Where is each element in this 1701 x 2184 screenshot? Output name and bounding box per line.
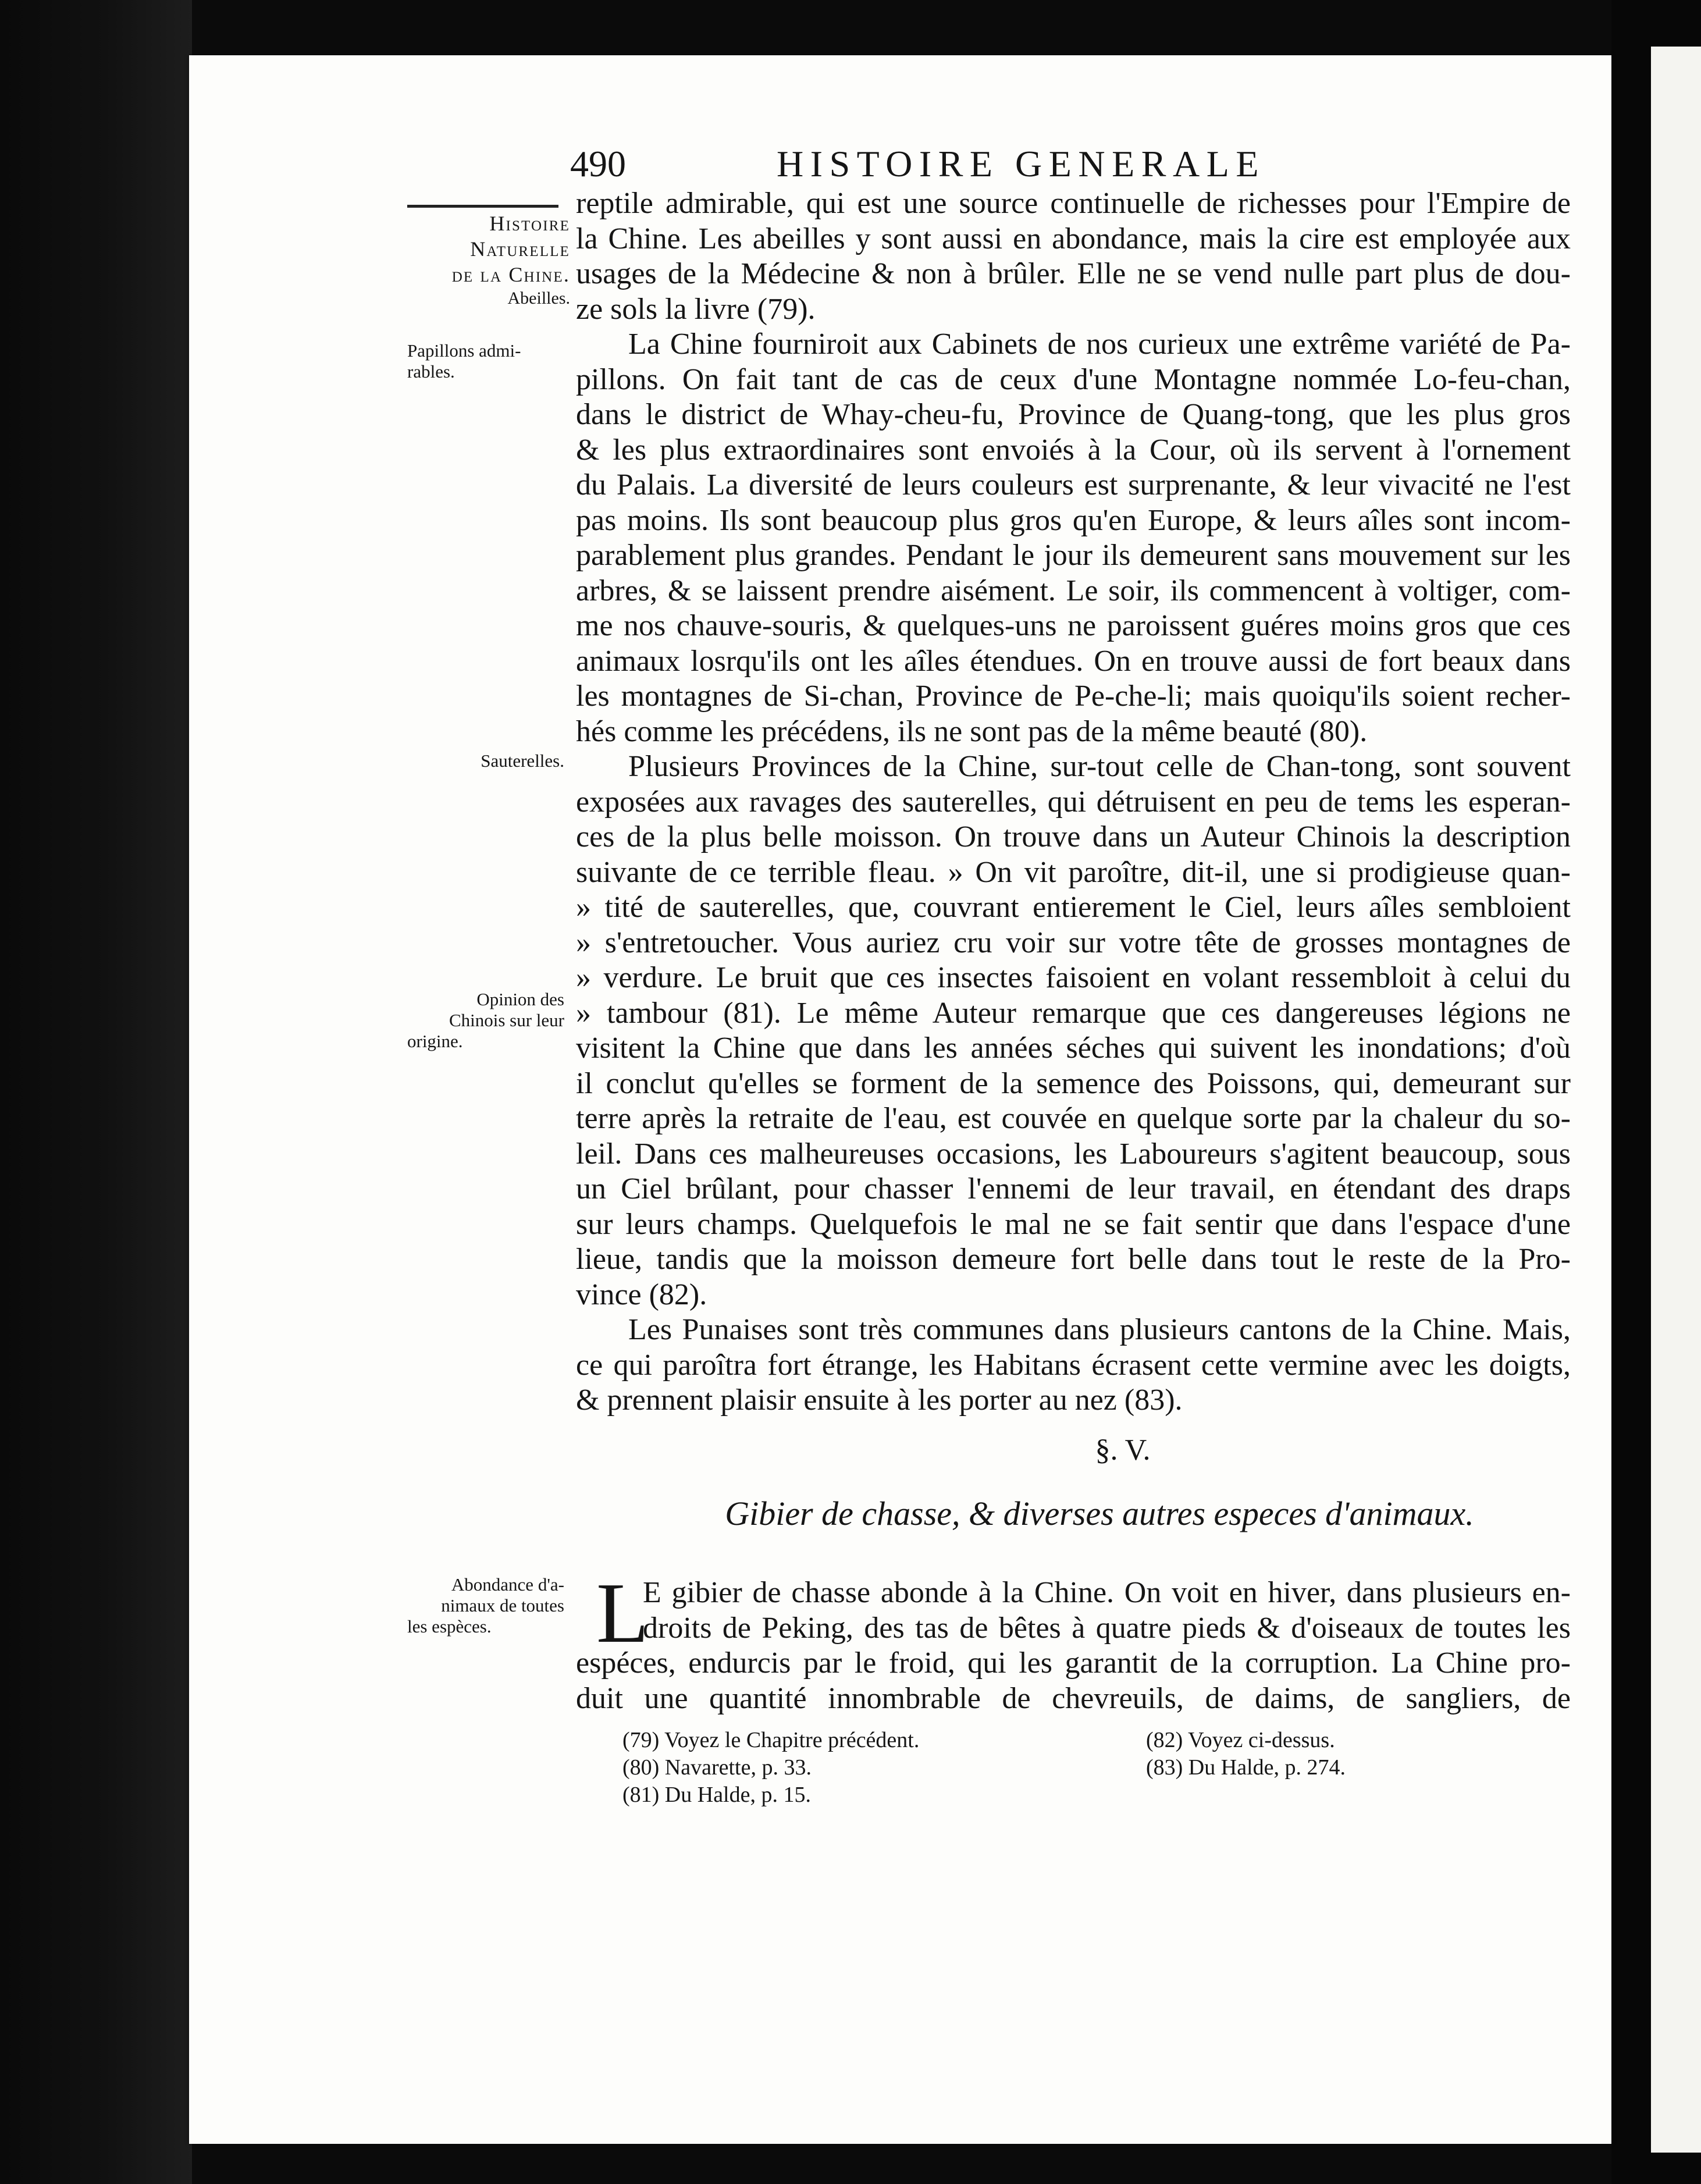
text-line: un Ciel brûlant, pour chasser l'ennemi de leur travail, en étendant des draps bbox=[576, 1172, 1571, 1205]
text-line: ce qui paroîtra fort étrange, les Habitans écrasent cette vermine avec les doigts, bbox=[576, 1348, 1571, 1382]
margin-note-line: Papillons admi- bbox=[407, 340, 521, 361]
text-line: suivante de ce terrible fleau. » On vit paroître, dit-il, une si prodigieuse quan- bbox=[576, 855, 1571, 889]
text-line: » s'entretoucher. Vous auriez cru voir sur votre tête de grosses montagnes de bbox=[576, 926, 1571, 959]
facing-page-edge bbox=[1651, 47, 1701, 2153]
paragraph-gibier bbox=[576, 1566, 1571, 1716]
margin-note-line: rables. bbox=[407, 361, 455, 382]
text-line: duit une quantité innombrable de chevreuils, de daims, de sangliers, de bbox=[576, 1681, 1571, 1715]
margin-note-papillons bbox=[407, 340, 564, 382]
footnote-79: (79) Voyez le Chapitre précédent. bbox=[622, 1728, 920, 1752]
text-line: dans le district de Whay-cheu-fu, Province de Quang-tong, que les plus gros bbox=[576, 398, 1571, 431]
margin-note-line: Abondance d'a- bbox=[451, 1574, 564, 1595]
text-line: animaux losrqu'ils ont les aîles étendues. On en trouve aussi de fort beaux dans bbox=[576, 644, 1571, 678]
text-line: & les plus extraordinaires sont envoiés à la Cour, où ils servent à l'ornement bbox=[576, 433, 1571, 467]
text-line: droits de Peking, des tas de bêtes à quatre pieds & d'oiseaux de toutes les bbox=[643, 1611, 1571, 1645]
paragraph-abeilles bbox=[576, 186, 1571, 327]
footnote-82: (82) Voyez ci-dessus. bbox=[1146, 1728, 1335, 1752]
text-line: me nos chauve-souris, & quelques-uns ne paroissent guéres moins gros que ces bbox=[576, 609, 1571, 642]
margin-note-opinion bbox=[407, 989, 564, 1052]
margin-rule bbox=[407, 205, 558, 208]
text-line: visitent la Chine que dans les années séches qui suivent les inondations; d'où bbox=[576, 1031, 1571, 1065]
text-line: » tambour (81). Le même Auteur remarque que ces dangereuses légions ne bbox=[576, 996, 1571, 1030]
text-line: E gibier de chasse abonde à la Chine. On voit en hiver, dans plusieurs en- bbox=[643, 1576, 1571, 1609]
margin-head-line: Naturelle bbox=[470, 237, 570, 261]
margin-section-head bbox=[401, 211, 570, 310]
footnote-81: (81) Du Halde, p. 15. bbox=[622, 1783, 811, 1807]
text-line: arbres, & se laissent prendre aisément. Le soir, ils commencent à voltiger, com- bbox=[576, 574, 1571, 607]
text-line: il conclut qu'elles se forment de la semence des Poissons, qui, demeurant sur bbox=[576, 1066, 1571, 1100]
text-line: vince (82). bbox=[576, 1278, 707, 1311]
margin-note-sauterelles bbox=[407, 750, 564, 771]
margin-note-line: Sauterelles. bbox=[481, 750, 564, 771]
text-line: pillons. On fait tant de cas de ceux d'une Montagne nommée Lo-feu-chan, bbox=[576, 362, 1571, 396]
text-line: espéces, endurcis par le froid, qui les garantit de la corruption. La Chine pro- bbox=[576, 1646, 1571, 1680]
footnote-80: (80) Navarette, p. 33. bbox=[622, 1755, 812, 1780]
footnote-83: (83) Du Halde, p. 274. bbox=[1146, 1755, 1346, 1780]
text-line: usages de la Médecine & non à brûler. Elle ne se vend nulle part plus de dou- bbox=[576, 257, 1571, 290]
text-line: » verdure. Le bruit que ces insectes faisoient en volant ressembloit à celui du bbox=[576, 961, 1571, 994]
margin-note-line: les espèces. bbox=[407, 1616, 492, 1637]
text-line: ze sols la livre (79). bbox=[576, 292, 816, 326]
section-number: §. V. bbox=[1095, 1434, 1151, 1467]
text-line: sur leurs champs. Quelquefois le mal ne se fait sentir que dans l'espace d'une bbox=[576, 1207, 1571, 1241]
text-line: Les Punaises sont très communes dans plusieurs cantons de la Chine. Mais, bbox=[628, 1313, 1571, 1346]
text-line: » tité de sauterelles, que, couvrant entierement le Ciel, leurs aîles sembloient bbox=[576, 891, 1571, 924]
margin-note-line: Chinois sur leur bbox=[449, 1010, 564, 1030]
section-title: Gibier de chasse, & diverses autres especes d'animaux. bbox=[725, 1495, 1474, 1532]
book-gutter-left bbox=[0, 0, 192, 2184]
text-line: la Chine. Les abeilles y sont aussi en abondance, mais la cire est employée aux bbox=[576, 222, 1571, 255]
text-line: hés comme les précédens, ils ne sont pas de la même beauté (80). bbox=[576, 714, 1368, 748]
text-line: du Palais. La diversité de leurs couleurs est surprenante, & leur vivacité ne l'est bbox=[576, 468, 1571, 501]
margin-head-line: Histoire bbox=[489, 212, 570, 235]
text-line: ces de la plus belle moisson. On trouve dans un Auteur Chinois la description bbox=[576, 820, 1571, 853]
margin-note-abeilles: Abeilles. bbox=[507, 289, 570, 308]
text-line: lieue, tandis que la moisson demeure fort belle dans tout le reste de la Pro- bbox=[576, 1243, 1571, 1276]
text-line: La Chine fourniroit aux Cabinets de nos curieux une extrême variété de Pa- bbox=[628, 328, 1571, 361]
drop-cap: L bbox=[596, 1566, 649, 1661]
margin-note-abondance bbox=[407, 1574, 564, 1637]
text-line: les montagnes de Si-chan, Province de Pe-che-li; mais quoiqu'ils soient recher- bbox=[576, 680, 1571, 713]
text-line: parablement plus grandes. Pendant le jour ils demeurent sans mouvement sur les bbox=[576, 539, 1571, 572]
running-head bbox=[570, 141, 1396, 187]
text-line: pas moins. Ils sont beaucoup plus gros qu'en Europe, & leurs aîles sont incom- bbox=[576, 503, 1571, 537]
text-line: reptile admirable, qui est une source continuelle de richesses pour l'Empire de bbox=[576, 187, 1571, 220]
text-line: leil. Dans ces malheureuses occasions, les Laboureurs s'agitent beaucoup, sous bbox=[576, 1137, 1571, 1171]
text-line: terre après la retraite de l'eau, est couvée en quelque sorte par la chaleur du so- bbox=[576, 1102, 1571, 1135]
paragraph-papillons bbox=[576, 327, 1571, 749]
text-line: exposées aux ravages des sauterelles, qui détruisent en peu de tems les esperan- bbox=[576, 785, 1571, 819]
running-title: HISTOIRE GENERALE bbox=[777, 143, 1265, 184]
text-line: Plusieurs Provinces de la Chine, sur-tout celle de Chan-tong, sont souvent bbox=[628, 750, 1571, 783]
page-number: 490 bbox=[570, 143, 626, 184]
text-line: & prennent plaisir ensuite à les porter au nez (83). bbox=[576, 1383, 1183, 1417]
paragraph-punaises bbox=[576, 1312, 1571, 1418]
paragraph-sauterelles bbox=[576, 749, 1571, 1312]
margin-note-line: nimaux de toutes bbox=[441, 1595, 564, 1616]
margin-note-line: origine. bbox=[407, 1031, 463, 1051]
margin-head-line: de la Chine. bbox=[451, 263, 570, 286]
margin-note-line: Opinion des bbox=[476, 989, 564, 1009]
